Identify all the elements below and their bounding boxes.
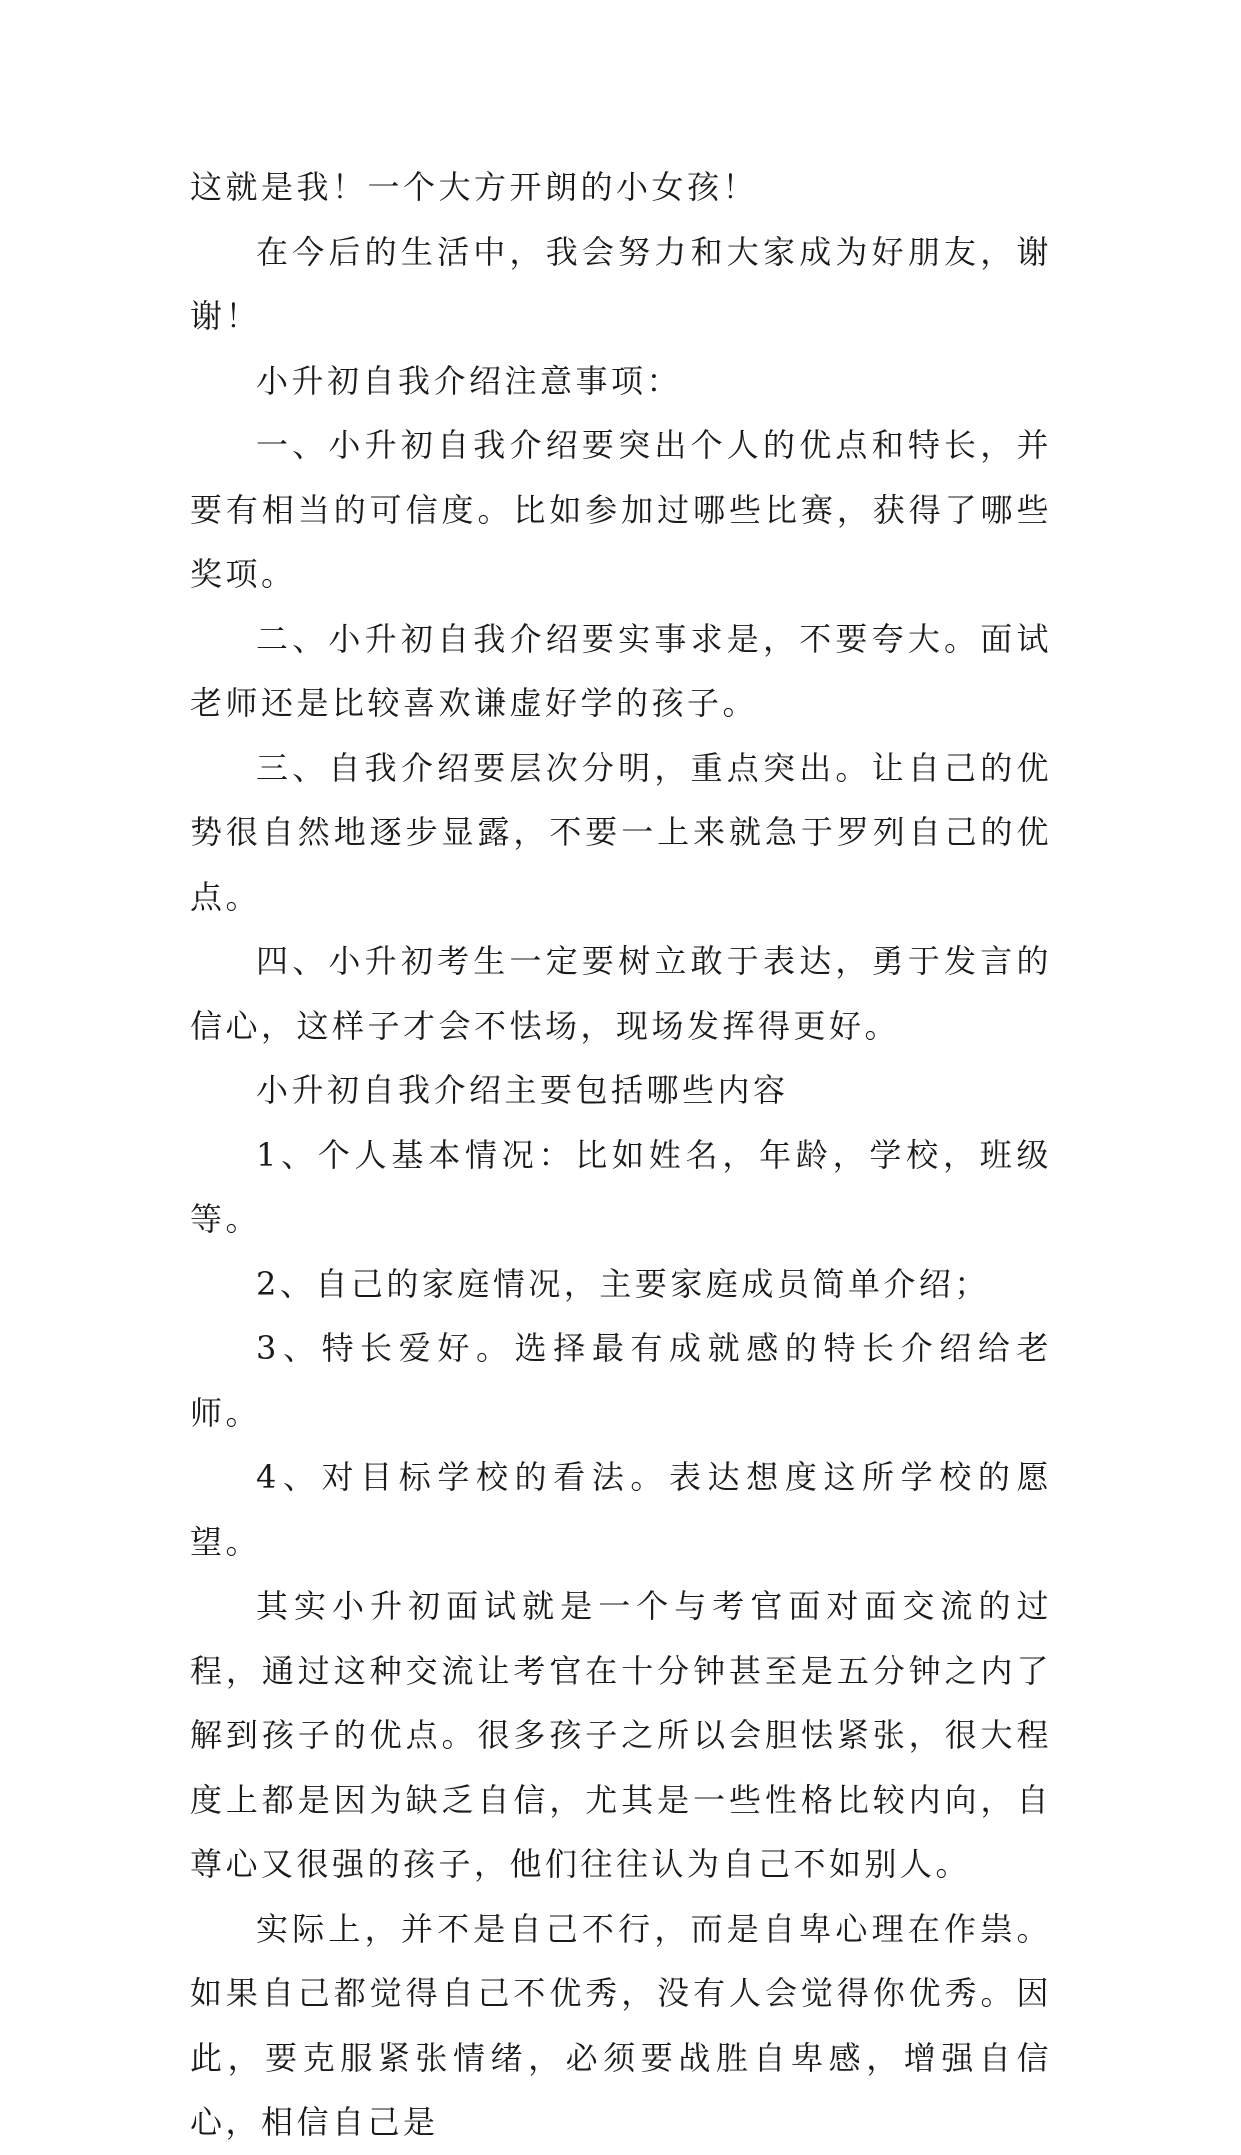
paragraph-interview: 其实小升初面试就是一个与考官面对面交流的过程，通过这种交流让考官在十分钟甚至是五分钟之内了解到孩子的优点。很多孩子之所以会胆怯紧张，很大程度上都是因为缺乏自信，尤其是一些性格比较内向，自尊心又很强的孩子，他们往往认为自己不如别人。 (190, 1587, 1052, 1883)
section-heading-notes: 小升初自我介绍注意事项： (256, 361, 683, 400)
paragraph-point-1: 一、小升初自我介绍要突出个人的优点和特长，并要有相当的可信度。比如参加过哪些比赛，获得了哪些奖项。 (190, 426, 1052, 593)
paragraph-point-3: 三、自我介绍要层次分明，重点突出。让自己的优势很自然地逐步显露，不要一上来就急于罗列自己的优点。 (190, 748, 1052, 916)
paragraph-point-4: 四、小升初考生一定要树立敢于表达，勇于发言的信心，这样子才会不怯场，现场发挥得更好。 (190, 942, 1052, 1045)
paragraph-2: 在今后的生活中，我会努力和大家成为好朋友，谢谢！ (190, 232, 1052, 335)
list-item-4: 4、对目标学校的看法。表达想度这所学校的愿望。 (190, 1458, 1052, 1561)
list-item-2: 2、自己的家庭情况，主要家庭成员简单介绍； (256, 1264, 990, 1303)
paragraph-confidence: 实际上，并不是自己不行，而是自卑心理在作祟。如果自己都觉得自己不优秀，没有人会觉得你优秀。因此，要克服紧张情绪，必须要战胜自卑感，增强自信心，相信自己是 (190, 1909, 1052, 2141)
paragraph-1: 这就是我！一个大方开朗的小女孩！ (190, 168, 759, 206)
list-item-3: 3、特长爱好。选择最有成就感的特长介绍给老师。 (190, 1329, 1052, 1432)
document-body (190, 155, 1052, 2155)
list-item-1: 1、个人基本情况：比如姓名，年龄，学校，班级等。 (190, 1135, 1052, 1238)
section-heading-contents: 小升初自我介绍主要包括哪些内容 (256, 1071, 789, 1109)
paragraph-point-2: 二、小升初自我介绍要实事求是，不要夸大。面试老师还是比较喜欢谦虚好学的孩子。 (190, 619, 1052, 722)
